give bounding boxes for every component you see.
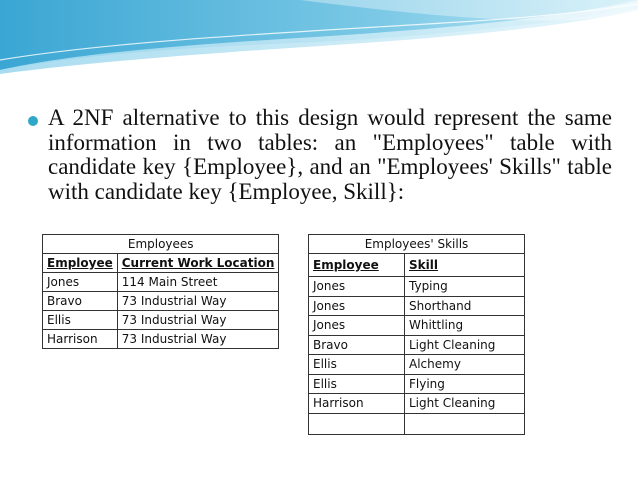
table-cell: Jones: [309, 316, 405, 336]
bullet-text: A 2NF alternative to this design would represent the same information in two tables: an "Employees" table with candidate key {Employee}, and an "Employees' Skills" table with candidate key {Employee, Skill}:: [48, 105, 612, 204]
table-row: [309, 335, 525, 355]
table-cell: Alchemy: [405, 355, 525, 375]
table-cell-empty: [309, 413, 405, 434]
table-cell: Jones: [309, 277, 405, 297]
bullet-point: [28, 106, 612, 204]
skills-table-title: Employees' Skills: [309, 235, 525, 254]
table-row: [309, 316, 525, 336]
header-wave-decoration: [0, 0, 638, 80]
bullet-dot-icon: [28, 116, 38, 126]
table-cell: Harrison: [43, 330, 118, 349]
employees-table-title: Employees: [43, 235, 279, 254]
table-row: [309, 296, 525, 316]
table-cell: Light Cleaning: [405, 394, 525, 414]
table-cell: Bravo: [43, 292, 118, 311]
table-cell-empty: [405, 413, 525, 434]
table-row: [43, 330, 279, 349]
table-cell: Shorthand: [405, 296, 525, 316]
table-cell: Light Cleaning: [405, 335, 525, 355]
table-cell: 73 Industrial Way: [117, 330, 279, 349]
table-cell: Whittling: [405, 316, 525, 336]
table-cell: Harrison: [309, 394, 405, 414]
table-cell: Typing: [405, 277, 525, 297]
employees-table: [42, 234, 279, 349]
table-row: [309, 277, 525, 297]
table-row: [43, 292, 279, 311]
table-cell: 73 Industrial Way: [117, 311, 279, 330]
column-header-employee: Employee: [43, 254, 118, 273]
table-cell: Ellis: [309, 374, 405, 394]
table-cell: 114 Main Street: [117, 273, 279, 292]
employees-skills-table: [308, 234, 525, 435]
table-row: [309, 374, 525, 394]
table-row: [43, 273, 279, 292]
table-cell: Ellis: [309, 355, 405, 375]
column-header-skill: Skill: [405, 254, 525, 277]
column-header-current-work-location: Current Work Location: [117, 254, 279, 273]
table-row: [43, 311, 279, 330]
table-cell: Flying: [405, 374, 525, 394]
table-row: [309, 355, 525, 375]
table-cell: 73 Industrial Way: [117, 292, 279, 311]
table-cell: Ellis: [43, 311, 118, 330]
table-cell: Jones: [43, 273, 118, 292]
table-row: [309, 394, 525, 414]
table-row-empty: [309, 413, 525, 434]
table-cell: Bravo: [309, 335, 405, 355]
column-header-employee: Employee: [309, 254, 405, 277]
table-cell: Jones: [309, 296, 405, 316]
